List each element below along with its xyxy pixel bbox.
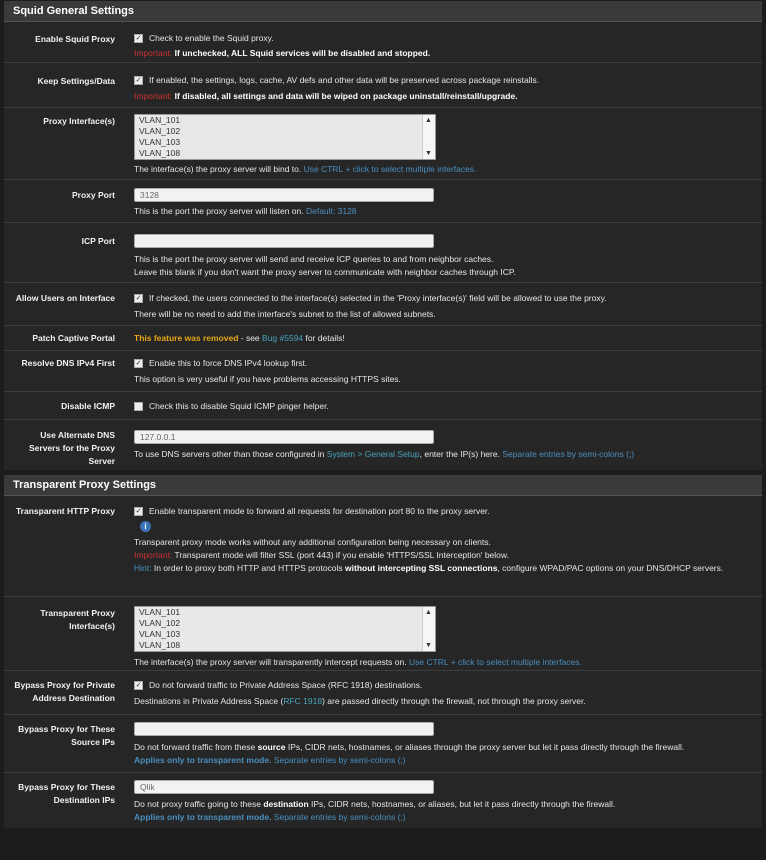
field-label: Bypass Proxy for Private Address Destination <box>14 680 115 703</box>
help-text: , enter the IP(s) here. <box>419 449 500 459</box>
select-option[interactable]: VLAN_103 <box>139 137 181 147</box>
help-text: IPs, CIDR nets, hostnames, or aliases, but let it pass directly through the firewall. <box>308 799 616 809</box>
help-bold-text: source <box>257 742 286 752</box>
row-proxy-port <box>4 180 762 223</box>
field-label: Disable ICMP <box>61 401 115 411</box>
bypass-destination-input[interactable]: Qlik <box>134 780 434 794</box>
row-transparent-http <box>4 496 762 597</box>
field-label: Transparent Proxy Interface(s) <box>40 608 115 631</box>
help-text: ) are passed directly through the firewall, not through the proxy server. <box>322 696 586 706</box>
field-label: Use Alternate DNS Servers for the Proxy Server <box>29 430 115 466</box>
bypass-private-checkbox[interactable] <box>134 681 143 690</box>
help-text: There will be no need to add the interface's subnet to the list of allowed subnets. <box>134 309 436 319</box>
check-text: If checked, the users connected to the interface(s) selected in the 'Proxy interface(s)' field will be allowed to use the proxy. <box>149 293 607 303</box>
help-text: This is the port the proxy server will listen on. <box>134 206 304 216</box>
field-label: Bypass Proxy for These Source IPs <box>18 724 115 747</box>
row-proxy-interfaces <box>4 108 762 180</box>
keep-settings-checkbox[interactable] <box>134 76 143 85</box>
warning-text: If disabled, all settings and data will be wiped on package uninstall/reinstall/upgrade. <box>174 91 518 101</box>
enable-squid-checkbox[interactable] <box>134 34 143 43</box>
panel-header <box>4 1 762 22</box>
hint-text: Separate entries by semi-colons (;) <box>273 755 406 765</box>
help-text: Transparent proxy mode works without any additional configuration being necessary on clients. <box>134 537 491 547</box>
transparent-interfaces-select[interactable] <box>134 606 436 652</box>
hint-text: Separate entries by semi-colons (;) <box>273 812 406 822</box>
scrollbar[interactable] <box>422 607 435 651</box>
transparent-http-checkbox[interactable] <box>134 507 143 516</box>
scroll-down-arrow-icon[interactable]: ▼ <box>425 642 432 649</box>
help-bold-text: destination <box>263 799 309 809</box>
allow-users-checkbox[interactable] <box>134 294 143 303</box>
row-disable-icmp <box>4 392 762 420</box>
row-keep-settings <box>4 63 762 108</box>
field-label: Enable Squid Proxy <box>35 34 115 44</box>
row-captive-portal <box>4 326 762 351</box>
transparent-settings-panel <box>4 475 762 828</box>
help-bold-text: without intercepting SSL connections <box>345 563 498 573</box>
disable-icmp-checkbox[interactable] <box>134 402 143 411</box>
hint-text: Applies only to transparent mode. <box>134 755 272 765</box>
check-text: Enable transparent mode to forward all requests for destination port 80 to the proxy server. <box>149 506 490 516</box>
select-option[interactable]: VLAN_108 <box>139 640 181 650</box>
hint-label: Hint: <box>134 563 152 573</box>
field-label: ICP Port <box>81 236 115 246</box>
row-dns-ipv4 <box>4 351 762 392</box>
help-text: In order to proxy both HTTP and HTTPS protocols <box>153 563 346 573</box>
general-settings-panel <box>4 1 762 470</box>
select-option[interactable]: VLAN_101 <box>139 607 181 617</box>
help-text: The interface(s) the proxy server will transparently intercept requests on. <box>134 657 407 667</box>
select-option[interactable]: VLAN_108 <box>139 148 181 158</box>
help-text: for details! <box>303 333 345 343</box>
proxy-port-input[interactable]: 3128 <box>134 188 434 202</box>
proxy-interfaces-select[interactable] <box>134 114 436 160</box>
feature-removed-text: This feature was removed <box>134 333 239 343</box>
hint-text: Use CTRL + click to select multiple interfaces. <box>408 657 582 667</box>
help-text: Do not proxy traffic going to these <box>134 799 264 809</box>
hint-text: Use CTRL + click to select multiple interfaces. <box>303 164 477 174</box>
alt-dns-input[interactable]: 127.0.0.1 <box>134 430 434 444</box>
row-allow-users <box>4 283 762 326</box>
field-label: Keep Settings/Data <box>37 76 115 86</box>
scroll-up-arrow-icon[interactable]: ▲ <box>425 117 432 124</box>
help-text: This is the port the proxy server will send and receive ICP queries to and from neighbor caches. <box>134 254 494 264</box>
warning-text: If unchecked, ALL Squid services will be disabled and stopped. <box>174 48 431 58</box>
help-text: Destinations in Private Address Space ( <box>134 696 284 706</box>
help-text: To use DNS servers other than those configured in <box>134 449 327 459</box>
field-label: Proxy Port <box>72 190 115 200</box>
help-text: Do not forward traffic from these <box>134 742 258 752</box>
field-label: Allow Users on Interface <box>15 293 115 303</box>
check-text: Enable this to force DNS IPv4 lookup first. <box>149 358 308 368</box>
select-option[interactable]: VLAN_102 <box>139 126 181 136</box>
help-text: - see <box>238 333 263 343</box>
important-label: Important: <box>134 550 173 560</box>
icp-port-input[interactable] <box>134 234 434 248</box>
check-text: Check this to disable Squid ICMP pinger helper. <box>149 401 329 411</box>
field-label: Bypass Proxy for These Destination IPs <box>18 782 115 805</box>
row-transparent-interfaces <box>4 597 762 671</box>
hint-text: Default: 3128 <box>305 206 357 216</box>
general-setup-link[interactable]: System > General Setup <box>326 449 420 459</box>
help-text: IPs, CIDR nets, hostnames, or aliases through the proxy server but let it pass directly through the firewall. <box>285 742 685 752</box>
check-text: If enabled, the settings, logs, cache, AV defs and other data will be preserved across package reinstalls. <box>149 75 540 85</box>
dns-ipv4-checkbox[interactable] <box>134 359 143 368</box>
bypass-source-input[interactable] <box>134 722 434 736</box>
select-option[interactable]: VLAN_102 <box>139 618 181 628</box>
row-alt-dns <box>4 420 762 470</box>
rfc-link[interactable]: RFC 1918 <box>283 696 323 706</box>
help-text: This option is very useful if you have problems accessing HTTPS sites. <box>134 374 401 384</box>
help-text: , configure WPAD/PAC options on your DNS/DHCP servers. <box>497 563 724 573</box>
row-enable-squid <box>4 22 762 63</box>
hint-text: Applies only to transparent mode. <box>134 812 272 822</box>
row-bypass-source <box>4 715 762 773</box>
check-text: Do not forward traffic to Private Address Space (RFC 1918) destinations. <box>149 680 423 690</box>
scrollbar[interactable] <box>422 115 435 159</box>
hint-text: Separate entries by semi-colons (;) <box>502 449 635 459</box>
help-text: Transparent mode will filter SSL (port 443) if you enable 'HTTPS/SSL Interception' below. <box>174 550 509 560</box>
scroll-down-arrow-icon[interactable]: ▼ <box>425 150 432 157</box>
info-icon[interactable]: i <box>140 521 151 532</box>
panel-title: Squid General Settings <box>13 5 135 17</box>
scroll-up-arrow-icon[interactable]: ▲ <box>425 609 432 616</box>
help-text: Leave this blank if you don't want the proxy server to communicate with neighbor caches through ICP. <box>134 267 516 277</box>
help-text: The interface(s) the proxy server will bind to. <box>134 164 302 174</box>
field-label: Resolve DNS IPv4 First <box>21 358 115 368</box>
select-option[interactable]: VLAN_101 <box>139 115 181 125</box>
row-icp-port <box>4 223 762 283</box>
field-label: Transparent HTTP Proxy <box>15 506 115 516</box>
check-text: Check to enable the Squid proxy. <box>149 33 274 43</box>
panel-title: Transparent Proxy Settings <box>13 479 157 491</box>
field-label: Patch Captive Portal <box>32 333 115 343</box>
important-label: Important: <box>134 91 173 101</box>
bug-link[interactable]: Bug #5594 <box>262 333 304 343</box>
panel-header <box>4 475 762 496</box>
select-option[interactable]: VLAN_103 <box>139 629 181 639</box>
field-label: Proxy Interface(s) <box>43 116 115 126</box>
important-label: Important: <box>134 48 173 58</box>
row-bypass-private <box>4 671 762 715</box>
row-bypass-destination <box>4 773 762 828</box>
